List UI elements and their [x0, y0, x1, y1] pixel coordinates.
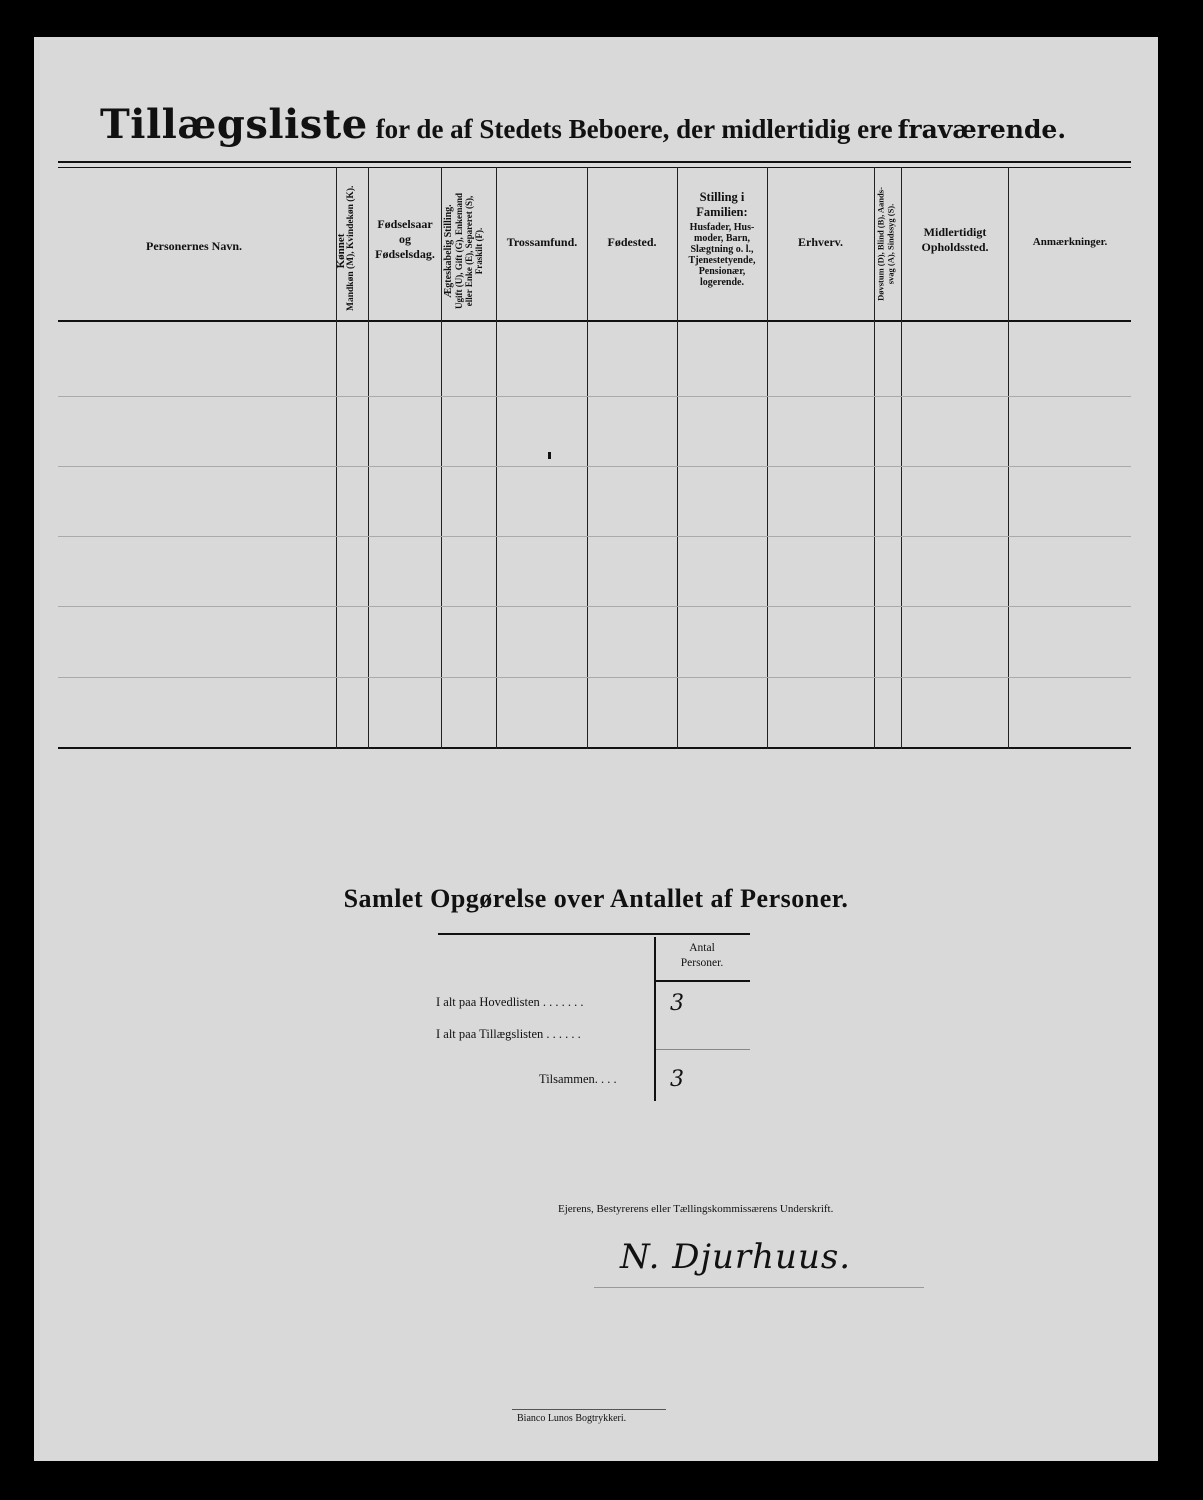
table-row-line [58, 466, 1131, 467]
col-divider-3 [441, 167, 442, 749]
ink-mark [548, 452, 551, 459]
summary-total-value: 3 [670, 1067, 684, 1092]
summary-title: Samlet Opgørelse over Antallet af Personer. [343, 884, 849, 913]
header-religion: Trossamfund. [506, 235, 578, 249]
summary-main-list-value: 3 [670, 991, 684, 1016]
summary-col-header-rule [656, 980, 750, 982]
signature-line [594, 1287, 924, 1288]
summary-col-header: Antal Personer. [680, 942, 724, 969]
census-form-page [34, 37, 1158, 1461]
table-row-line [58, 396, 1131, 397]
header-birth: Fødselsaar og Fødselsdag. [375, 217, 435, 261]
col-divider-4 [496, 167, 497, 749]
col-divider-7 [767, 167, 768, 749]
header-occupation: Erhverv. [798, 235, 843, 249]
summary-supplement-list-label: I alt paa Tillægslisten . . . . . . [436, 1027, 581, 1041]
signature-caption: Ejerens, Bestyrerens eller Tællingskommissærens Underskrift. [558, 1203, 834, 1215]
table-row-line [58, 536, 1131, 537]
header-marital: Ægteskabelig Stilling. Ugift (U), Gift (G), Enkemand eller Enke (E), Separeret (S), Fraskilt (F). [443, 193, 484, 309]
summary-vertical-rule [654, 937, 656, 1101]
summary-subtotal-rule [656, 1049, 750, 1050]
table-row-line [58, 606, 1131, 607]
header-bottom-rule [58, 320, 1131, 322]
summary-total-label: Tilsammen. . . . [539, 1072, 617, 1086]
handwritten-signature: N. Djurhuus. [620, 1237, 852, 1277]
header-disability: Døvstum (D), Blind (B), Aands- svag (A), Sindssyg (S). [875, 187, 896, 301]
header-name: Personernes Navn. [146, 239, 242, 253]
header-top-rule-thin [58, 167, 1131, 168]
printer-rule [512, 1409, 666, 1410]
header-family-position: Stilling i Familien: Husfader, Hus- moder, Barn, Slægtning o. l., Tjenestetyende, Pensionær, logerende. [688, 190, 756, 288]
printer-name: Bianco Lunos Bogtrykkeri. [517, 1413, 627, 1424]
header-sex: Kønnet Mandkøn (M), Kvindekøn (K). [335, 185, 356, 311]
title-bold-end: fraværende. [897, 115, 1067, 144]
col-divider-5 [587, 167, 588, 749]
col-divider-10 [1008, 167, 1009, 749]
title-main: Tillægsliste [100, 101, 368, 148]
title-rest: for de af Stedets Beboere, der midlertidig ere [375, 114, 893, 144]
table-bottom-rule [58, 747, 1131, 749]
table-row-line [58, 677, 1131, 678]
summary-main-list-label: I alt paa Hovedlisten . . . . . . . [436, 995, 584, 1009]
header-birthplace: Fødested. [607, 235, 657, 249]
header-top-rule [58, 161, 1131, 163]
form-title [100, 101, 1100, 148]
col-divider-2 [368, 167, 369, 749]
header-remarks: Anmærkninger. [1032, 236, 1108, 248]
summary-top-rule [438, 933, 750, 935]
header-temp-residence: Midlertidigt Opholdssted. [921, 225, 989, 254]
